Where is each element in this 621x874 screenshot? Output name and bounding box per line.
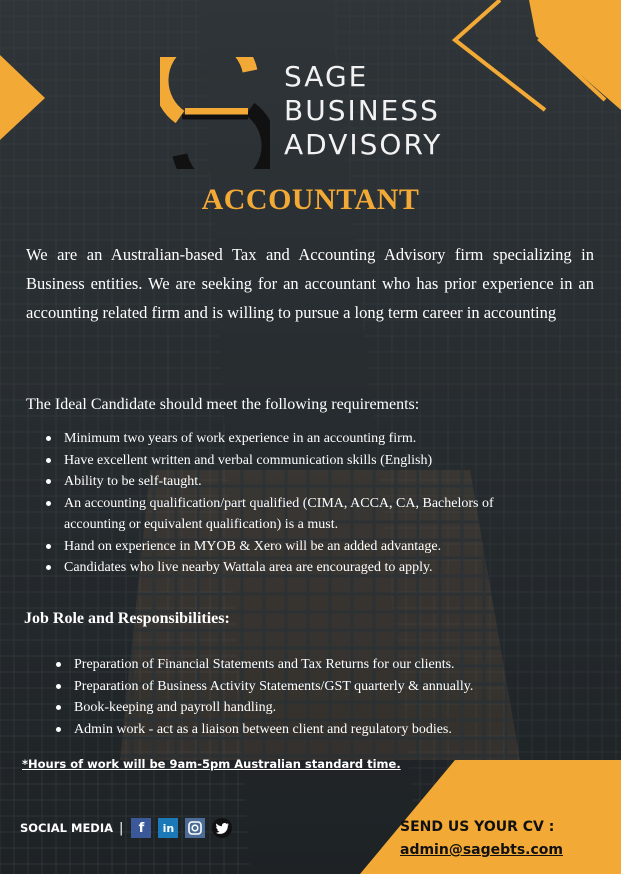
list-item: Preparation of Financial Statements and Tax Returns for our clients. — [56, 654, 576, 676]
list-item: Book-keeping and payroll handling. — [56, 697, 576, 719]
send-cv-label: SEND US YOUR CV : — [400, 819, 555, 835]
facebook-icon[interactable]: f — [131, 818, 151, 838]
brand-name-line-2: BUSINESS — [284, 94, 440, 127]
brand-name-line-3: ADVISORY — [284, 128, 443, 161]
list-item: Preparation of Business Activity Statements/GST quarterly & annually. — [56, 676, 576, 698]
responsibilities-heading: Job Role and Responsibilities: — [24, 610, 230, 627]
sage-s-logo-icon — [160, 57, 270, 169]
intro-paragraph: We are an Australian-based Tax and Accounting Advisory firm specializing in Business entities. We are seeking for an accountant who has prior experience in an accounting related firm and is willing to pursue a long term career in accounting — [26, 245, 594, 322]
list-item: Have excellent written and verbal communication skills (English) — [46, 450, 516, 472]
list-item: Ability to be self-taught. — [46, 471, 516, 493]
separator: | — [119, 820, 124, 836]
requirements-list — [46, 428, 516, 579]
job-title: ACCOUNTANT — [201, 183, 420, 216]
list-item: Admin work - act as a liaison between client and regulatory bodies. — [56, 719, 576, 741]
hours-note: *Hours of work will be 9am-5pm Australian standard time. — [22, 757, 401, 771]
list-item: Hand on experience in MYOB & Xero will be an added advantage. — [46, 536, 516, 558]
contact-email-link[interactable]: admin@sagebts.com — [400, 842, 563, 858]
social-media-bar — [20, 818, 239, 838]
brand-name-line-1: SAGE — [284, 60, 369, 93]
requirements-heading: The Ideal Candidate should meet the following requirements: — [26, 396, 420, 413]
social-media-label: SOCIAL MEDIA — [20, 821, 114, 835]
list-item: Minimum two years of work experience in an accounting firm. — [46, 428, 516, 450]
list-item: An accounting qualification/part qualified (CIMA, ACCA, CA, Bachelors of accounting or equivalent qualification) is a must. — [46, 493, 516, 536]
instagram-icon[interactable] — [185, 818, 205, 838]
responsibilities-list — [56, 654, 576, 740]
twitter-icon[interactable] — [212, 818, 232, 838]
list-item: Candidates who live nearby Wattala area are encouraged to apply. — [46, 557, 516, 579]
linkedin-icon[interactable]: in — [158, 818, 178, 838]
